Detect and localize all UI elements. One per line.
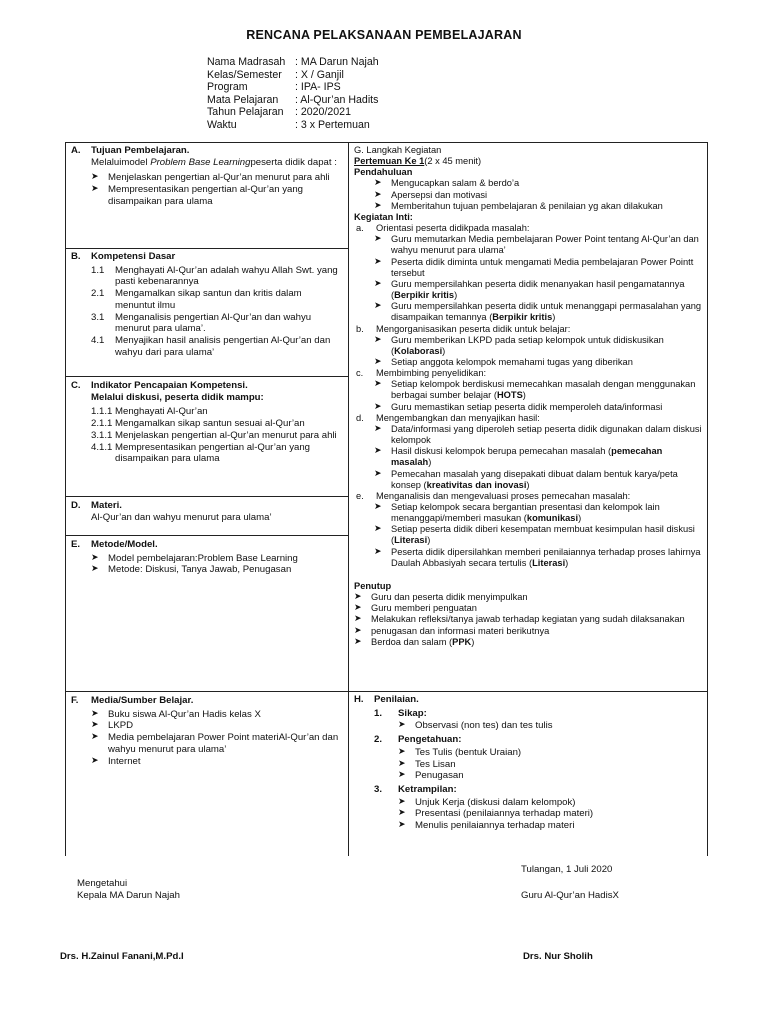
phase-step: ➤ Guru mempersilahkan peserta didik menanyakan hasil pengamatannya (Berpikir kritis) bbox=[374, 279, 702, 301]
skill-tag: PPK bbox=[452, 636, 472, 647]
teacher-name: Drs. Nur Sholih bbox=[523, 951, 593, 962]
phase-heading bbox=[354, 491, 702, 502]
identity-row bbox=[207, 69, 379, 82]
list-item: ➤ Media pembelajaran Power Point materiAl-Qur’an dan wahyu menurut para ulama’ bbox=[91, 732, 341, 755]
meeting-line: Pertemuan Ke 1(2 x 45 menit) bbox=[354, 156, 482, 167]
penilaian-groups bbox=[354, 708, 702, 832]
list-item bbox=[91, 418, 341, 430]
table-middle-divider bbox=[348, 142, 349, 856]
approval-label: Mengetahui bbox=[77, 878, 128, 889]
phase-letter: d. bbox=[356, 412, 364, 423]
skill-tag: kreativitas dan inovasi bbox=[426, 479, 527, 490]
headmaster-label: Kepala MA Darun Najah bbox=[77, 890, 180, 901]
item-number: 2.1 bbox=[91, 288, 105, 300]
phase-step: ➤ Setiap peserta didik diberi kesempatan membuat kesimpulan hasil diskusi (Literasi) bbox=[374, 524, 702, 546]
row-divider bbox=[65, 376, 348, 377]
list-item: ➤ Menjelaskan pengertian al-Qur’an menurut para ahli bbox=[91, 172, 341, 184]
pendahuluan-label: Pendahuluan bbox=[354, 167, 413, 178]
section-heading: Indikator Pencapaian Kompetensi. bbox=[91, 380, 248, 391]
skill-tag: HOTS bbox=[496, 390, 523, 401]
section-letter: A. bbox=[71, 145, 81, 156]
item-number: 1.1.1 bbox=[91, 406, 113, 418]
list-item: ➤ Buku siswa Al-Qur’an Hadis kelas X bbox=[91, 709, 341, 721]
item-text: Mengamalkan sikap santun sesuai al-Qur’an bbox=[115, 418, 305, 430]
penilaian-items bbox=[354, 720, 702, 732]
penutup-list bbox=[354, 592, 702, 648]
table-left-border bbox=[65, 142, 66, 856]
list-item: ➤ Model pembelajaran:Problem Base Learning bbox=[91, 553, 341, 565]
list-item bbox=[91, 430, 341, 442]
list-item: ➤ Memberitahun tujuan pembelajaran & penilaian yg akan dilakukan bbox=[374, 201, 702, 212]
teacher-label: Guru Al-Qur’an HadisX bbox=[521, 890, 619, 901]
list-item: ➤ Apersepsi dan motivasi bbox=[374, 190, 702, 201]
penutup-item: ➤ Guru dan peserta didik menyimpulkan bbox=[354, 592, 702, 603]
penilaian-item: ➤ Unjuk Kerja (diskusi dalam kelompok) bbox=[398, 797, 702, 809]
phase-step: ➤ Pemecahan masalah yang disepakati dibuat dalam bentuk karya/peta konsep (kreativitas dan inovasi) bbox=[374, 469, 702, 491]
penilaian-items bbox=[354, 797, 702, 832]
identity-value: : MA Darun Najah bbox=[295, 56, 379, 68]
item-number: 4.1 bbox=[91, 334, 105, 346]
place-date: Tulangan, 1 Juli 2020 bbox=[521, 864, 613, 875]
skill-tag: Kolaborasi bbox=[394, 345, 443, 356]
identity-block bbox=[207, 56, 379, 132]
list-item: ➤ Mempresentasikan pengertian al-Qur’an yang disampaikan para ulama bbox=[91, 184, 341, 207]
identity-row bbox=[207, 56, 379, 69]
phase-step: ➤ Guru memberikan LKPD pada setiap kelompok untuk didiskusikan (Kolaborasi) bbox=[374, 335, 702, 357]
section-a-list bbox=[71, 172, 341, 207]
group-label: Sikap: bbox=[398, 707, 427, 719]
section-e: E. Metode/Model. ➤ Model pembelajaran:Problem Base Learning ➤ Metode: Diskusi, Tanya Jawab, Penugasan bbox=[71, 539, 341, 576]
phase-heading bbox=[354, 413, 702, 424]
identity-value: : 2020/2021 bbox=[295, 106, 351, 119]
skill-tag: komunikasi bbox=[526, 513, 579, 524]
phase-heading bbox=[354, 368, 702, 379]
skill-tag: Berpikir kritis bbox=[492, 312, 553, 323]
phase-step: ➤ Setiap kelompok secara bergantian presentasi dan kelompok lain menanggapi/memberi masukan (komunikasi) bbox=[374, 502, 702, 524]
list-item bbox=[91, 406, 341, 418]
section-b-list bbox=[71, 265, 341, 359]
penutup-item: ➤ Melakukan refleksi/tanya jawab terhadap kegiatan yang sudah dilaksanakan bbox=[354, 614, 702, 625]
section-heading: G. Langkah Kegiatan bbox=[354, 145, 442, 155]
item-text: Menjelaskan pengertian al-Qur’an menurut para ahli bbox=[115, 429, 337, 441]
section-heading: Media/Sumber Belajar. bbox=[91, 695, 194, 706]
penutup-item: ➤ Berdoa dan salam (PPK) bbox=[354, 637, 702, 648]
identity-label: Nama Madrasah bbox=[207, 56, 286, 68]
item-number: 3.1.1 bbox=[91, 429, 113, 441]
phase-step: ➤ Guru memastikan setiap peserta didik memperoleh data/informasi bbox=[374, 402, 702, 413]
phase-step: ➤ Setiap kelompok berdiskusi memecahkan masalah dengan menggunakan berbagai sumber belajar (HOTS) bbox=[374, 379, 702, 401]
item-number: 1.1 bbox=[91, 264, 105, 276]
section-d-text: Al-Qur’an dan wahyu menurut para ulama’ bbox=[91, 511, 272, 523]
skill-tag: pemecahan masalah bbox=[391, 446, 663, 468]
row-divider bbox=[65, 496, 348, 497]
penutup-item: ➤ Guru memberi penguatan bbox=[354, 603, 702, 614]
identity-value: : 3 x Pertemuan bbox=[295, 118, 370, 131]
phase-step: ➤ Peserta didik dipersilahkan memberi penilaiannya terhadap proses lahirnya Daulah Abbasiyah secara tertulis (Literasi) bbox=[374, 547, 702, 569]
penilaian-item: ➤ Tes Lisan bbox=[398, 759, 702, 771]
table-right-border bbox=[707, 142, 708, 856]
kegiatan-inti-phases bbox=[354, 223, 702, 569]
list-item: ➤ Mengucapkan salam & berdo’a bbox=[374, 178, 702, 189]
identity-row bbox=[207, 106, 379, 119]
list-item bbox=[91, 442, 341, 465]
row-divider bbox=[65, 691, 708, 692]
penilaian-group-heading bbox=[354, 708, 702, 720]
section-a bbox=[71, 145, 341, 208]
phase-steps bbox=[354, 234, 702, 323]
list-item: ➤ Metode: Diskusi, Tanya Jawab, Penugasan bbox=[91, 564, 341, 576]
identity-label: Program bbox=[207, 81, 248, 94]
penilaian-items bbox=[354, 747, 702, 782]
document-title: RENCANA PELAKSANAAN PEMBELAJARAN bbox=[246, 28, 522, 42]
item-text: Mempresentasikan pengertian al-Qur’an yang disampaikan para ulama bbox=[115, 441, 311, 465]
item-number: 3.1 bbox=[91, 311, 105, 323]
section-subheading: Melalui diskusi, peserta didik mampu: bbox=[91, 391, 264, 403]
group-number: 2. bbox=[374, 734, 383, 746]
phase-title: Mengorganisasikan peserta didik untuk belajar: bbox=[376, 323, 571, 334]
phase-heading bbox=[354, 324, 702, 335]
group-label: Ketrampilan: bbox=[398, 783, 457, 795]
section-d: D. Materi. Al-Qur’an dan wahyu menurut para ulama’ bbox=[71, 500, 341, 523]
identity-label: Tahun Pelajaran bbox=[207, 106, 284, 119]
table-top-border bbox=[65, 142, 708, 143]
phase-heading bbox=[354, 223, 702, 234]
item-text: Menghayati Al-Qur’an adalah wahyu Allah Swt. yang pasti kebenarannya bbox=[115, 264, 338, 288]
section-e-list bbox=[71, 553, 341, 576]
phase-letter: c. bbox=[356, 368, 364, 379]
penilaian-item: ➤ Presentasi (penilaiannya terhadap materi) bbox=[398, 808, 702, 820]
penutup-label: Penutup bbox=[354, 580, 392, 591]
section-a-intro: Melaluimodel Problem Base Learningpeserta didik dapat : bbox=[91, 156, 337, 168]
identity-value: : IPA- IPS bbox=[295, 81, 341, 94]
skill-tag: Literasi bbox=[532, 557, 566, 568]
section-g bbox=[354, 145, 702, 648]
phase-title: Membimbing penyelidikan: bbox=[376, 368, 487, 379]
identity-row bbox=[207, 119, 379, 132]
penilaian-item: ➤ Menulis penilaiannya terhadap materi bbox=[398, 820, 702, 832]
section-c-list bbox=[71, 406, 341, 465]
headmaster-name: Drs. H.Zainul Fanani,M.Pd.I bbox=[60, 951, 184, 962]
list-item bbox=[91, 288, 341, 311]
item-text: Menghayati Al-Qur’an bbox=[115, 406, 208, 418]
group-label: Pengetahuan: bbox=[398, 734, 462, 746]
identity-label: Kelas/Semester bbox=[207, 68, 282, 81]
identity-value: : X / Ganjil bbox=[295, 68, 344, 81]
list-item: ➤ Internet bbox=[91, 756, 341, 768]
penilaian-item: ➤ Tes Tulis (bentuk Uraian) bbox=[398, 747, 702, 759]
section-heading: Tujuan Pembelajaran. bbox=[91, 145, 190, 156]
phase-step: ➤ Data/informasi yang diperoleh setiap peserta didik digunakan dalam diskusi kelompok bbox=[374, 424, 702, 446]
item-text: Mengamalkan sikap santun dan kritis dalam menuntut ilmu bbox=[115, 288, 302, 311]
group-number: 3. bbox=[374, 783, 383, 795]
penilaian-item: ➤ Penugasan bbox=[398, 770, 702, 782]
pendahuluan-list bbox=[354, 178, 702, 211]
section-b: B. Kompetensi Dasar 1.1 Menghayati Al-Qur’an adalah wahyu Allah Swt. yang pasti kebenarannya 2.1 Mengamalkan sikap santun dan kritis dalam menuntut ilmu 3.1 Menganalisis pengertian Al-Qur’an dan wahyu menurut para ulama’. 4.1 Menyajikan hasil analisis pengertian Al-Qur’an dan wahyu dari para ulama’ bbox=[71, 251, 341, 358]
item-number: 2.1.1 bbox=[91, 418, 113, 430]
list-item bbox=[91, 335, 341, 358]
phase-steps bbox=[354, 502, 702, 569]
section-heading: Metode/Model. bbox=[91, 539, 158, 550]
identity-row bbox=[207, 81, 379, 94]
phase-letter: e. bbox=[356, 490, 364, 501]
identity-label: Mata Pelajaran bbox=[207, 93, 279, 106]
phase-steps bbox=[354, 335, 702, 368]
phase-steps bbox=[354, 379, 702, 412]
phase-title: Mengembangkan dan menyajikan hasil: bbox=[376, 412, 540, 423]
penilaian-group-heading bbox=[354, 784, 702, 796]
phase-step: ➤ Guru mempersilahkan peserta didik untuk menanggapi permasalahan yang disampaikan temannya (Berpikir kritis) bbox=[374, 301, 702, 323]
section-heading: Materi. bbox=[91, 500, 122, 511]
phase-step: ➤ Guru memutarkan Media pembelajaran Power Point tentang Al-Qur’an dan wahyu menurut para ulama’ bbox=[374, 234, 702, 256]
section-f-list bbox=[71, 709, 341, 768]
row-divider bbox=[65, 248, 348, 249]
group-number: 1. bbox=[374, 707, 383, 719]
phase-step: ➤ Peserta didik diminta untuk mengamati Media pembelajaran Power Pointt tersebut bbox=[374, 257, 702, 279]
phase-letter: b. bbox=[356, 323, 364, 334]
section-f: F. Media/Sumber Belajar. ➤ Buku siswa Al-Qur’an Hadis kelas X ➤ LKPD ➤ Media pembelajaran Power Point materiAl-Qur’an dan wahyu menurut para ulama’ ➤ Internet bbox=[71, 695, 341, 767]
identity-value: : Al-Qur’an Hadits bbox=[295, 93, 379, 106]
item-text: Menyajikan hasil analisis pengertian Al-Qur’an dan wahyu dari para ulama’ bbox=[115, 334, 331, 358]
penutup-item: ➤ penugasan dan informasi materi berikutnya bbox=[354, 626, 702, 637]
list-item: ➤ LKPD bbox=[91, 720, 341, 732]
phase-step: ➤ Setiap anggota kelompok memahami tugas yang diberikan bbox=[374, 357, 702, 368]
rpp-table bbox=[65, 142, 708, 856]
penilaian-group-heading bbox=[354, 734, 702, 746]
section-c: C. Indikator Pencapaian Kompetensi. Melalui diskusi, peserta didik mampu: 1.1.1 Menghayati Al-Qur’an 2.1.1 Mengamalkan sikap santun sesuai al-Qur’an 3.1.1 Menjelaskan pengertian al-Qur’an menurut para ahli 4.1.1 Mempresentasikan pengertian al-Qur’an yang disampaikan para ulama bbox=[71, 380, 341, 465]
phase-steps bbox=[354, 424, 702, 491]
item-text: Menganalisis pengertian Al-Qur’an dan wahyu menurut para ulama’. bbox=[115, 311, 312, 335]
skill-tag: Literasi bbox=[394, 535, 428, 546]
skill-tag: Berpikir kritis bbox=[394, 290, 455, 301]
penilaian-item: ➤ Observasi (non tes) dan tes tulis bbox=[398, 720, 702, 732]
identity-row bbox=[207, 94, 379, 107]
list-item bbox=[91, 312, 341, 335]
section-h: H. Penilaian. 1. Sikap: ➤ Observasi (non tes) dan tes tulis 2. Pengetahuan: ➤ Tes Tulis (bentuk Uraian) ➤ Tes Lisan ➤ Penugasan 3. Ketrampilan: ➤ Unjuk Kerja (diskusi dalam kelompok) ➤ Presentasi (penilaiannya terhadap materi) ➤ Menulis penilaiannya terhadap materi bbox=[354, 694, 702, 832]
identity-label: Waktu bbox=[207, 118, 237, 131]
list-item bbox=[91, 265, 341, 288]
section-heading: Penilaian. bbox=[374, 694, 419, 705]
section-heading: Kompetensi Dasar bbox=[91, 251, 176, 262]
phase-step: ➤ Hasil diskusi kelompok berupa pemecahan masalah (pemecahan masalah) bbox=[374, 446, 702, 468]
phase-letter: a. bbox=[356, 223, 364, 234]
phase-title: Orientasi peserta didikpada masalah: bbox=[376, 223, 530, 234]
row-divider bbox=[65, 535, 348, 536]
phase-title: Menganalisis dan mengevaluasi proses pemecahan masalah: bbox=[376, 490, 631, 501]
item-number: 4.1.1 bbox=[91, 441, 113, 453]
kegiatan-inti-label: Kegiatan Inti: bbox=[354, 211, 413, 222]
